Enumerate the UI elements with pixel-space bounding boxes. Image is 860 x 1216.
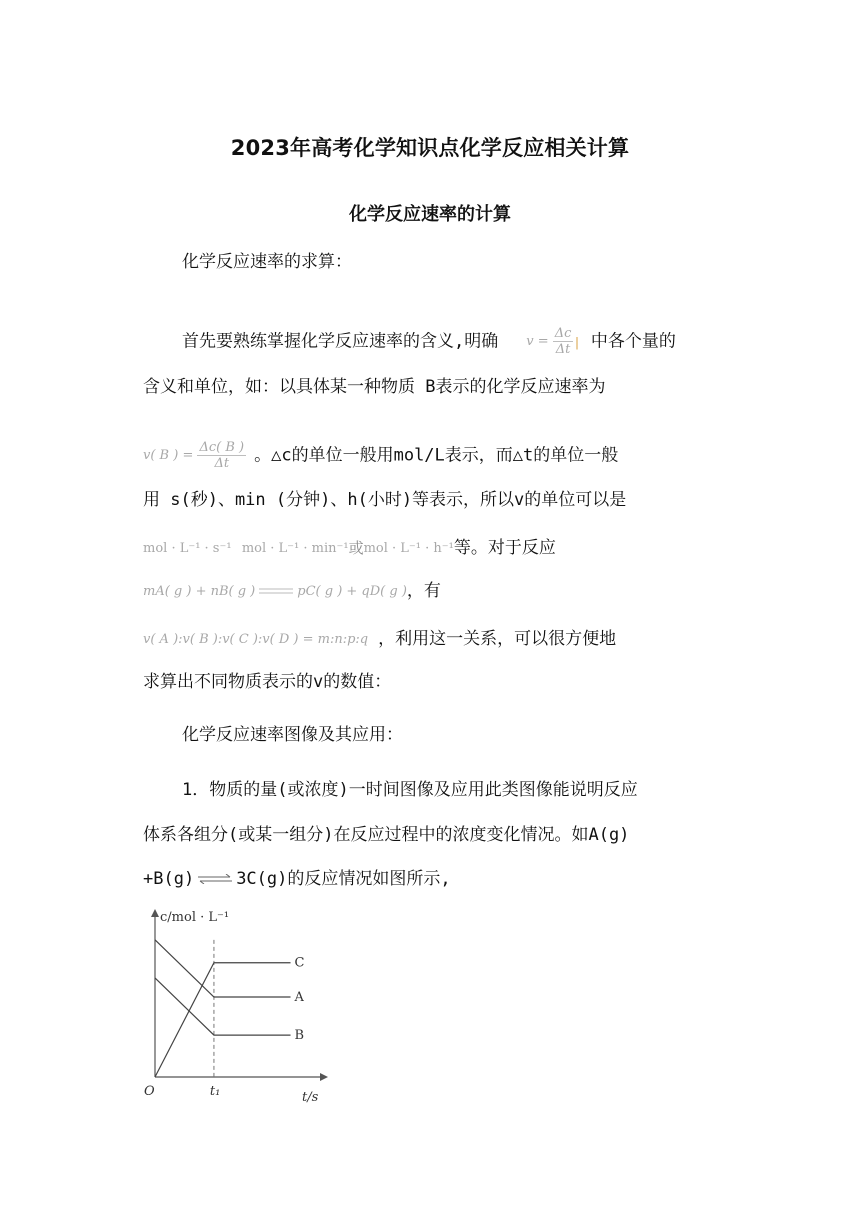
paragraph-line-8: 求算出不同物质表示的v的数值： <box>143 672 392 692</box>
paragraph-line-4: 用 s(秒)、min (分钟)、h(小时)等表示，所以v的单位可以是 <box>143 490 627 510</box>
paragraph-line-6 <box>143 576 441 601</box>
series-label-b: B <box>294 1028 305 1044</box>
paragraph-line-7 <box>143 624 616 649</box>
x-axis-label: t/s <box>302 1090 319 1105</box>
p1-text-b: 中各个量的 <box>590 331 676 352</box>
p6-text: ，有 <box>406 581 441 601</box>
paragraph-line-3 <box>143 440 618 471</box>
origin-label: O <box>144 1084 155 1099</box>
paragraph-line-5 <box>143 533 556 558</box>
p11-left: +B(g) <box>143 869 195 889</box>
formula-vb-fraction <box>197 440 246 471</box>
unit-min: mol · L⁻¹ · min⁻¹ <box>241 540 349 556</box>
formula-v-den: Δt <box>555 342 571 357</box>
p7-text: ，利用这一关系，可以很方便地 <box>378 629 617 649</box>
p11-right: 3C(g)的反应情况如图所示, <box>236 869 451 889</box>
formula-v-fraction <box>553 326 574 357</box>
paragraph-line-1: 首先要熟练掌握化学反应速率的含义,明确 v = $\frac{\Delta c}{\Delta t}$ | 中各个量的 <box>182 326 676 357</box>
formula-v-lhs: v = <box>526 334 549 349</box>
unit-h: mol · L⁻¹ · h⁻¹ <box>363 540 454 556</box>
graph-heading: 化学反应速率图像及其应用： <box>182 725 403 745</box>
series-group <box>155 940 305 1077</box>
p1-text-a: 首先要熟练掌握化学反应速率的含义,明确 <box>182 331 499 352</box>
units-or: 或 <box>348 539 364 557</box>
formula-v-num: Δc <box>554 326 572 341</box>
x-axis-arrow-icon <box>320 1073 328 1081</box>
p5-text: 等。对于反应 <box>453 538 556 558</box>
reversible-arrow-icon <box>198 874 232 884</box>
series-line-c <box>155 963 291 1077</box>
formula-vb-den: Δt <box>214 456 230 471</box>
equals-sign-icon <box>259 587 293 595</box>
paragraph-line-11 <box>143 864 451 889</box>
rate-calc-heading: 化学反应速率的求算： <box>182 252 352 272</box>
section-subtitle: 化学反应速率的计算 <box>349 204 511 225</box>
formula-v <box>526 326 573 357</box>
x-tick-label-t1: t₁ <box>209 1084 221 1099</box>
concentration-time-chart <box>138 905 338 1110</box>
series-label-c: C <box>294 955 305 971</box>
paragraph-line-2: 含义和单位，如：以具体某一种物质 B表示的化学反应速率为 <box>143 377 606 397</box>
paragraph-line-9: 1．物质的量(或浓度)一时间图像及应用此类图像能说明反应 <box>182 780 638 800</box>
reaction-right: pC( g ) + qD( g ) <box>297 583 407 599</box>
series-line-b <box>155 978 291 1035</box>
series-line-a <box>155 940 291 997</box>
formula-vb-lhs: v( B ) = <box>143 448 194 463</box>
formula-vb <box>143 440 246 471</box>
paragraph-line-10: 体系各组分(或某一组分)在反应过程中的浓度变化情况。如A(g) <box>143 825 630 845</box>
y-axis-arrow-icon <box>151 909 159 917</box>
y-axis-label: c/mol · L⁻¹ <box>160 910 230 925</box>
series-label-a: A <box>294 990 304 1005</box>
p3-text: 。△c的单位一般用mol/L表示，而△t的单位一般 <box>254 445 619 466</box>
document-title: 2023年高考化学知识点化学反应相关计算 <box>230 136 630 160</box>
unit-s: mol · L⁻¹ · s⁻¹ <box>143 540 232 556</box>
chart-svg <box>138 905 338 1110</box>
formula-vb-num: Δc( B ) <box>199 440 245 455</box>
rate-ratio: v( A ):v( B ):v( C ):v( D ) = m:n:p:q <box>143 631 369 647</box>
reaction-left: mA( g ) + nB( g ) <box>143 583 256 599</box>
